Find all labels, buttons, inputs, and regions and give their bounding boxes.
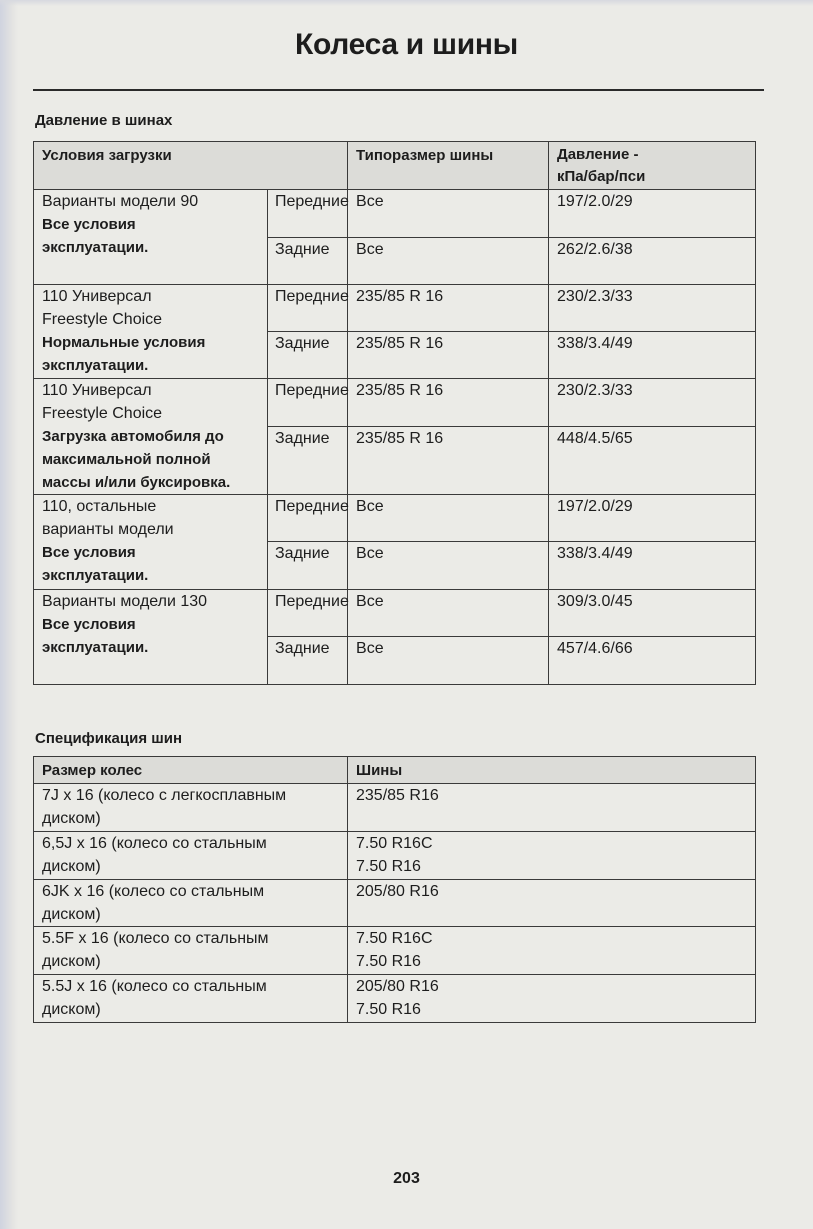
col-pressure-line2: кПа/бар/пси [557,168,646,185]
condition-cell [34,495,268,590]
wheel-text: 5.5F x 16 (колесо со стальным [42,930,269,947]
position-cell: Задние [268,542,348,590]
model-name: Варианты модели 90 [42,193,199,210]
pressure-cell: 197/2.0/29 [549,495,756,542]
condition-text: массы и/или буксировка. [42,474,231,491]
pressure-cell: 448/4.5/65 [549,427,756,495]
table-row [34,927,756,975]
condition-text: эксплуатации. [42,567,149,584]
pressure-table [33,141,756,685]
pressure-cell: 230/2.3/33 [549,285,756,332]
size-cell: Все [348,542,549,590]
condition-text: эксплуатации. [42,239,149,256]
col-conditions: Условия загрузки [34,142,348,190]
condition-text: Нормальные условия [42,334,206,351]
title-rule [33,89,764,91]
position-cell: Передние [268,590,348,637]
col-tyres: Шины [348,757,756,784]
condition-cell [34,285,268,379]
pressure-cell: 197/2.0/29 [549,190,756,238]
table-row [34,590,756,637]
size-cell: 235/85 R 16 [348,379,549,427]
model-name: Freestyle Choice [42,405,163,422]
pressure-cell: 262/2.6/38 [549,238,756,285]
tyre-cell [348,784,756,832]
condition-cell [34,379,268,495]
tyre-text: 205/80 R16 [356,883,439,900]
wheel-cell [34,880,348,927]
wheel-text: 6JK x 16 (колесо со стальным [42,883,265,900]
position-cell: Задние [268,637,348,685]
col-wheel: Размер колес [34,757,348,784]
pressure-heading: Давление в шинах [35,112,173,129]
pressure-cell: 457/4.6/66 [549,637,756,685]
tyre-text: 7.50 R16 [356,1001,421,1018]
position-cell: Передние [268,190,348,238]
wheel-text: 6,5J x 16 (колесо со стальным [42,835,267,852]
tyre-cell [348,880,756,927]
page-edge-shadow [0,0,18,1229]
condition-text: Все условия [42,216,136,233]
table-row [34,190,756,238]
table-row [34,285,756,332]
size-cell: Все [348,637,549,685]
spec-header-row [34,757,756,784]
size-cell: 235/85 R 16 [348,332,549,379]
condition-text: эксплуатации. [42,357,149,374]
size-cell: Все [348,238,549,285]
pressure-header-row [34,142,756,190]
condition-text: максимальной полной [42,451,211,468]
condition-text: эксплуатации. [42,639,149,656]
condition-cell [34,590,268,685]
spec-heading: Спецификация шин [35,730,183,747]
size-cell: Все [348,495,549,542]
position-cell: Передние [268,495,348,542]
page-number: 203 [393,1170,420,1187]
col-pressure-line1: Давление - [557,146,639,163]
table-row [34,379,756,427]
tyre-text: 7.50 R16C [356,930,433,947]
page-top-shadow [0,0,813,6]
pressure-cell: 338/3.4/49 [549,332,756,379]
position-cell: Задние [268,332,348,379]
wheel-text: 5.5J x 16 (колесо со стальным [42,978,267,995]
condition-text: Все условия [42,616,136,633]
pressure-cell: 338/3.4/49 [549,542,756,590]
condition-text: Загрузка автомобиля до [42,428,224,445]
table-row [34,495,756,542]
wheel-cell [34,784,348,832]
wheel-text: диском) [42,906,101,923]
wheel-cell [34,975,348,1023]
position-cell: Задние [268,427,348,495]
size-cell: Все [348,190,549,238]
spec-table [33,756,756,1023]
position-cell: Передние [268,379,348,427]
wheel-text: диском) [42,810,101,827]
page-title: Колеса и шины [295,28,518,61]
tyre-cell [348,927,756,975]
tyre-text: 235/85 R16 [356,787,439,804]
pressure-cell: 230/2.3/33 [549,379,756,427]
table-row [34,784,756,832]
position-cell: Задние [268,238,348,285]
col-pressure [549,142,756,190]
pressure-cell: 309/3.0/45 [549,590,756,637]
tyre-text: 7.50 R16 [356,953,421,970]
tyre-text: 205/80 R16 [356,978,439,995]
model-name: Варианты модели 130 [42,593,208,610]
condition-cell [34,190,268,285]
tyre-text: 7.50 R16C [356,835,433,852]
table-row [34,975,756,1023]
size-cell: 235/85 R 16 [348,285,549,332]
tyre-text: 7.50 R16 [356,858,421,875]
model-name: 110, остальные [42,498,157,515]
size-cell: 235/85 R 16 [348,427,549,495]
size-cell: Все [348,590,549,637]
position-cell: Передние [268,285,348,332]
tyre-cell [348,975,756,1023]
table-row [34,832,756,880]
wheel-text: диском) [42,1001,101,1018]
wheel-cell [34,832,348,880]
col-size: Типоразмер шины [348,142,549,190]
model-name: варианты модели [42,521,174,538]
table-row [34,880,756,927]
tyre-cell [348,832,756,880]
model-name: Freestyle Choice [42,311,163,328]
wheel-text: 7J x 16 (колесо с легкосплавным [42,787,287,804]
condition-text: Все условия [42,544,136,561]
model-name: 110 Универсал [42,382,152,399]
model-name: 110 Универсал [42,288,152,305]
wheel-text: диском) [42,858,101,875]
wheel-text: диском) [42,953,101,970]
wheel-cell [34,927,348,975]
